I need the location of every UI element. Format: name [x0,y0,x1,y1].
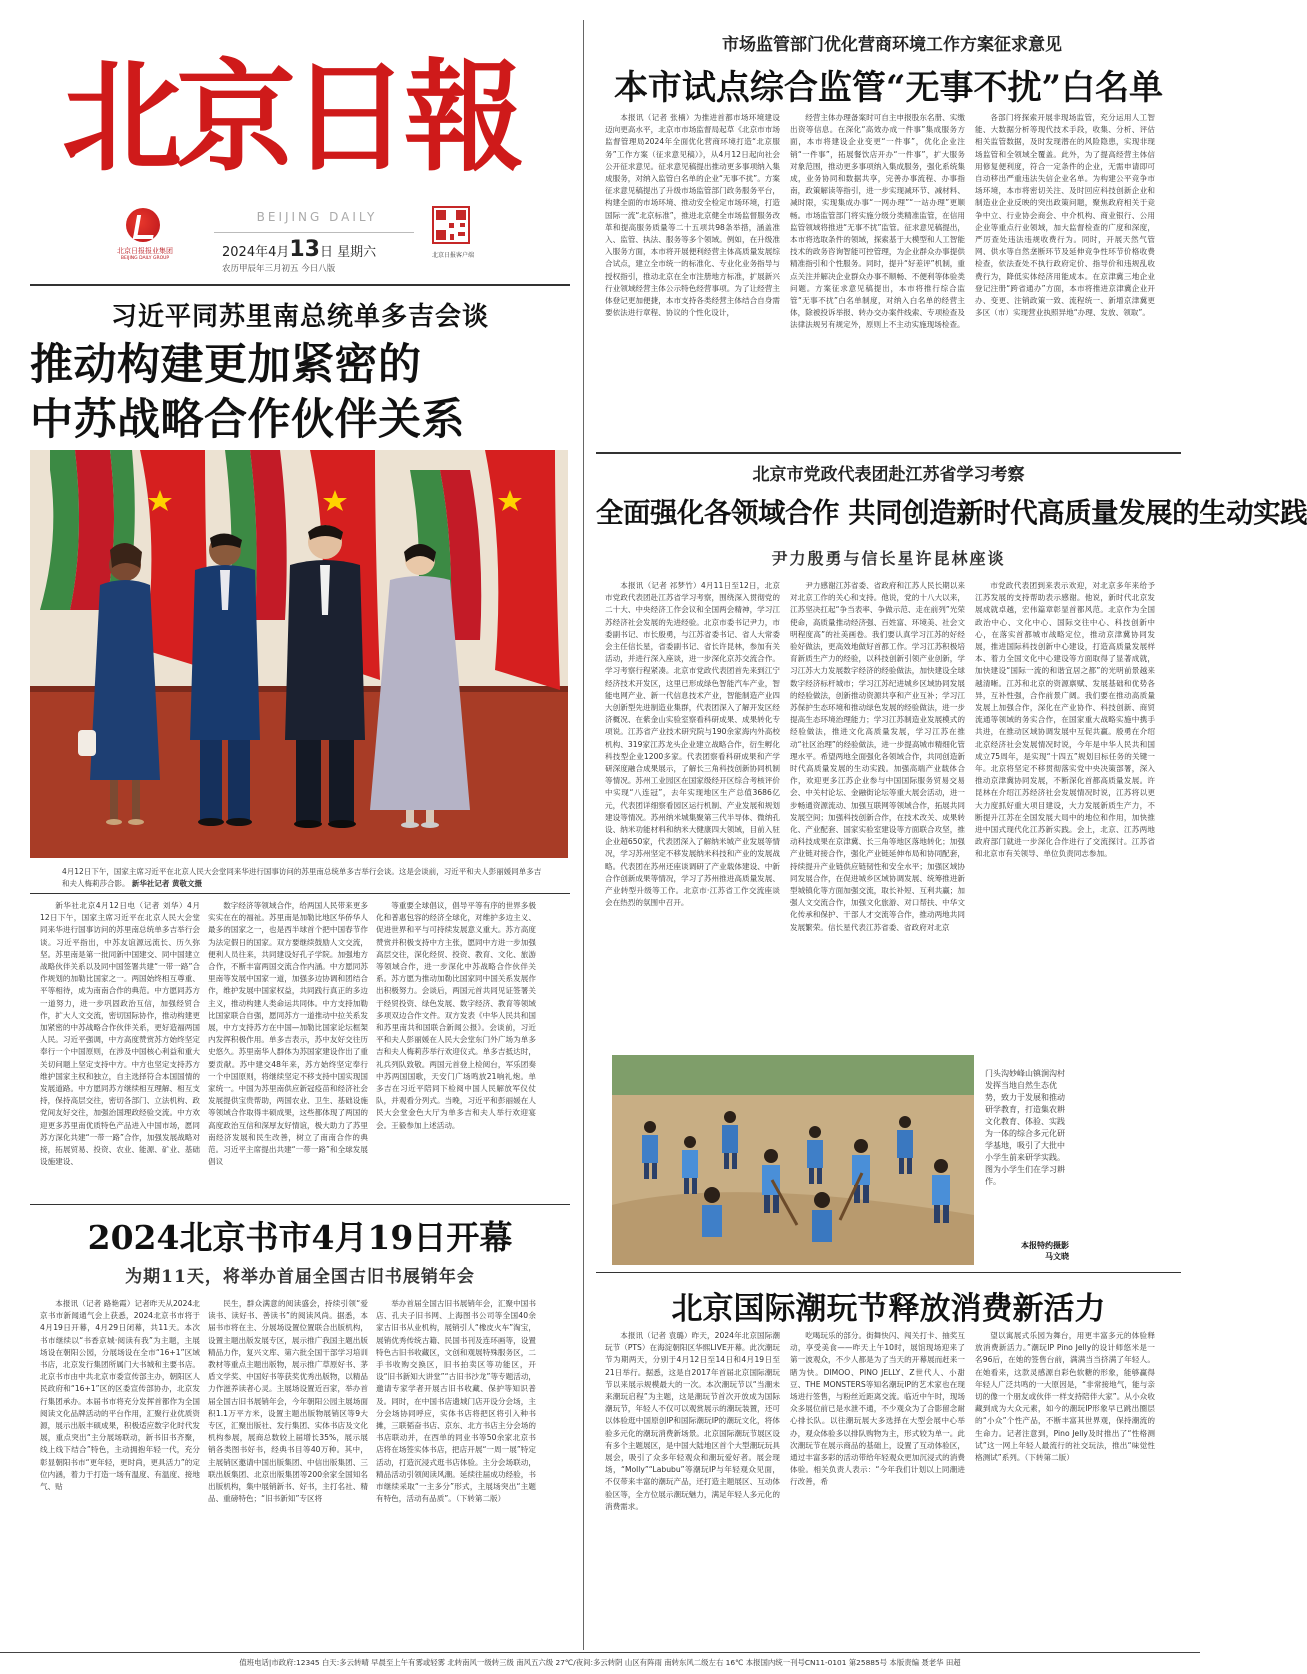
story4-body-col2 [790,580,965,1045]
qr-label: 北京日报客户端 [431,252,474,259]
story2-body-col2 [790,112,965,447]
story4-headline: 全面强化各领域合作 共同创造新时代高质量发展的生动实践 [596,497,1307,529]
story6-col3-text: 望以寓展式乐园为舞台，用更丰富多元的体验释放消费新活力。”潮玩IP Pino Jelly的设计师悠米是一名96后，在她的签售台前，满满当当挤满了年轻人。在她看来，这款灵感源自彩色软糖的形象，能够赢得年轻人广泛共鸣的一大原因是，“非常接地气，能与亲切的像一个朋友或伙伴一样支持陪伴大家”。从小众收藏到成为大众元素，如今的潮玩IP形象早已跳出圈层的“小众”个性产品，不断丰富其世界观，保持潮流的生命力。记者注意到，Pino Jelly及时推出了“性格测试”这一网上年轻人最流行的社交玩法，推出“味觉性格测试”系列。（下转第二版） [975,1331,1155,1463]
story1-headline-line2: 中苏战略合作伙伴关系 [30,395,465,445]
footer-bar: 值班电话|市政府:12345 白天:多云转晴 早晨至上午有雾或轻雾 北转南风一级转三级 南风五六级 27℃/夜间:多云转阴 山区有阵雨 南转东风二级左右 16℃ 本报国内统一刊号CN11-0101 第25885号 本版责编 聂老华 田超 [0,1652,1200,1674]
divider [30,1204,570,1205]
caption-text: 4月12日下午，国家主席习近平在北京人民大会堂同来华进行国事访问的苏里南总统单多吉举行会谈。这是会谈前，习近平和夫人彭丽媛同单多吉和夫人梅莉莎合影。 [62,867,542,888]
story4-subtitle: 尹力殷勇与信长星许昆林座谈 [771,549,1006,568]
story4-col3-text: 市党政代表团到来表示欢迎，对北京多年来给予江苏发展的支持帮助表示感谢。他说，新时代北京发展成就卓越，宏伟篇章彰显首都风范。北京作为全国政治中心、文化中心、国际交往中心、科技创新中心，在落实首都城市战略定位，推动京津冀协同发展，推进国际科技创新中心建设，打造高质量发展样本、着力全国文化中心建设等方面取得了显著成就，加快建设“国际一流的和谐宜居之都”的光明前景越来越清晰。江苏和北京的资源禀赋、发展基础和优势各异，互补性强，合作前景广阔。我们要在推动高质量发展上加强合作，深化在产业协作、科技创新、商贸流通等领域的务实合作，在国家重大战略实施中携手共进，在推动区域协调发展中互促共赢。殷勇在介绍北京经济社会发展情况时说，今年是中华人民共和国成立75周年，是实现“十四五”规划目标任务的关键一年。北京将坚定不移贯彻落实党中央决策部署，深入推动京津冀协同发展，不断深化首都高质量发展。许昆林在介绍江苏经济社会发展情况时说，江苏将以更大力度抓好重大项目建设，大力发展新质生产力，不断提升江苏在全国发展大局中的地位和作用，加快推进中国式现代化江苏新实践。会上，北京、江苏两地政府部门就进一步深化合作进行了交流探讨。江苏省和北京市有关领导、单位负责同志参加。 [975,581,1155,859]
qr-code-icon[interactable] [432,206,470,244]
story1-photo [30,450,568,858]
story1-headline [30,338,570,448]
story5-credit-line1: 本报特约摄影 [1021,1241,1069,1250]
story3-col2-text: 民生，群众满意的阅读盛会，持续引领“爱读书、读好书、善读书”的阅读风尚。据悉，本届书市将在主、分展场设置位置联合出版机构，设置主题出版发展专区，展示推广我国主题出版精品力作，复兴文库、第六批全国干部学习培训教材等重点主题出版物，展示推广草原好书、茅盾文学奖、中国好书等获奖优秀出版物，以精品力作滋养读者心灵。主展场设置近百家，举办首届全国古旧书展销年会，今年朝阳公园主展场面积1.1万平方米，设置主题出版物展销区等9大专区，汇聚出版社、发行集团、实体书店及文化机构参展，展商总数较上届增长35%，展示展销各类图书好书，经典书目等40万种。其中，主展销区邀请中国出版集团、中信出版集团、三联出版集团、北京出版集团等200余家全国知名出版机构，集中展销新书、好书，主打名社、精品、重磅特色；“旧书新知”专区将 [208,1299,368,1504]
group-logo-icon [126,208,160,242]
story1-headline-line1: 推动构建更加紧密的 [30,340,422,390]
story4-body-col3 [975,580,1155,1045]
story4-body-col1 [605,580,780,1045]
story1-body-col3 [376,900,536,1200]
story3-body-col3 [376,1298,536,1648]
group-logo-en: BEIJING DAILY GROUP [120,256,170,261]
group-logo-cn: 北京日报报业集团 [117,247,173,255]
story2-body-col1 [605,112,780,447]
divider [596,452,1181,454]
story6-col1-text: 本报讯（记者 袁璐）昨天，2024年北京国际潮玩节（PTS）在海淀朝阳区华熙LIVE开幕。此次潮玩节为期两天，分别于4月12日至14日和4月19日至21日举行。据悉，这是自2017年首届北京国际潮玩节以来展示规模最大的一次。本次潮玩节以“当潮未来潮玩启程”为主题，这是潮玩节首次开放成为国际潮玩节，年轻人不仅可以观赏展示的潮玩装置，还可以体验逛中国原创IP和国际潮玩IP的潮玩文化，将体验多元化的潮玩消费新场景。北京国际潮玩节展区设有多个主题展区，是中国大陆地区首个大型潮玩玩具展会，吸引了众多年轻观众和潮玩爱好者。展会现场，“Molly”“Labubu”等潮玩IP与年轻观众见面，不仅带来丰富的潮玩产品，还打造主题展区、互动体验区等，全方位展示潮玩魅力，满足年轻人多元化的消费需求。 [605,1331,780,1511]
farming-photo-illustration [612,1055,974,1265]
masthead-english: BEIJING DAILY [256,210,378,224]
story6-body-col3 [975,1330,1155,1648]
issue-date-box [214,232,414,274]
story6-headline: 北京国际潮玩节释放消费新活力 [671,1291,1106,1327]
story5-credit-line2: 马文晓 [1045,1252,1069,1261]
story2-body-col3 [975,112,1155,447]
story4-kicker: 北京市党政代表团赴江苏省学习考察 [752,465,1025,485]
story2-col1-text: 本报讯（记者 张楠）为推进首都市场环境建设迈向更高水平，北京市市场监督局起草《北京市市场监督管理局2024年全面优化营商环境打造“北京服务”工作方案（征求意见稿）》，从4月12日起向社会公开征求意见。征求意见稿提出推动更多事项纳入集成服务，对纳入监管白名单的企业“无事不扰”。方案征求意见稿提出了升级市场监管部门政务服务平台，构建全面的市场环境、推动安全检定市场环境，打造国际一流“北京标准”，推进北京健全市场监督服务改革和提高服务质量等二十五项共98条举措，涵盖准入、监管、执法、服务等多个领域。例如，在升级准入服务方面，本市将开展便利经营主体高质量发展综合试点，建立全市统一的标准化、专业化业务指导与授权指引，推动北京在全市注册地方标准，扩展新兴行业领域经营主体公示特色经营事项。为了让经营主体登记更加便捷，本市支持各类经营主体结合自身需要依法进行章程、协议的个性化设计， [605,113,780,318]
story6-col2-text: 吃喝玩乐的部分。街舞快闪、闯关打卡、抽奖互动，享受美食——昨天上午10时，展馆现场迎来了第一波观众，不少人都是为了当天的开幕展而赶来一睹为快。DIMOO、PINO JELLY、Z世代人、小甜豆、THE MONSTERS等知名潮玩IP的艺术家也在现场进行签售，与粉丝近距离交流。临近中午时，现场众多展位前已是水泄不通，不少观众为了合影留念耐心排长队。以往潮玩展大多选择在大型会展中心举办，观众体验多以排队购物为主，形式较为单一。此次潮玩节在展示商品的基础上，设置了互动体验区，通过丰富多彩的活动带给年轻观众更加沉浸式的消费体验。相关负责人表示：“今年我们计划以上同潮进行改善，希 [790,1331,965,1487]
story3-body-col1 [40,1298,200,1648]
story1-kicker: 习近平同苏里南总统单多吉会谈 [110,302,489,332]
story5-credit [985,1240,1069,1262]
column-divider [583,20,584,1650]
story5-photo [612,1055,974,1265]
story6-body-col2 [790,1330,965,1648]
masthead-title: 北京日報 [62,47,518,188]
issue-date [222,237,376,262]
story1-col2-text: 数字经济等领域合作，给两国人民带来更多实实在在的福祉。苏里南是加勒比地区华侨华人最多的国家之一，也是西半球首个把中国春节作为法定假日的国家。双方要继续鼓励人文交流，便利人员往来，共同建设好孔子学院。加强地方合作，不断丰富两国交流合作内涵。中方愿同苏里南等发展中国家一道，加强多边协调和团结合作，维护发展中国家权益，共同践行真正的多边主义，推动构建人类命运共同体。中方支持加勒比国家联合自强，愿同苏方一道推动中拉关系发展，中方支持苏方在中国—加勒比国家论坛框架内发挥积极作用。单多吉表示，苏中友好交往历史悠久。苏里南华人群体为苏国家建设作出了重要贡献。苏中建交48年来，苏方始终坚定奉行一个中国原则，将继续坚定不移支持中国实现国家统一。中国为苏里南供应新冠疫苗和经济社会发展提供宝贵帮助，两国农业、卫生、基础设施等领域合作取得丰硕成果，这些都体现了两国的高度政治互信和深厚友好情谊，极大助力了苏里南经济发展和民生改善，树立了南南合作的典范。习近平主席提出共建“一带一路”和全球发展倡议 [208,901,368,1167]
story2-headline: 本市试点综合监管“无事不扰”白名单 [613,68,1164,108]
issue-date-day: 13 [289,237,320,262]
issue-date-prefix: 2024年4月 [222,245,290,260]
story3-col3-text: 举办首届全国古旧书展销年会，汇聚中国书店、孔夫子旧书网、上海图书公司等全国40余家古旧书从业机构，展销引人“橡皮火车”淘宝，展销优秀传统古籍、民国书刊及连环画等，设置特色古旧书收藏区，文创和观展特殊服务区，二手书收购交换区，旧书拍卖区等功能区，开设“旧书新知大讲堂”“古旧书沙龙”等专题活动，邀请专家学者开展古旧书收藏、保护等知识普及。同时，在中国书店遗城门店开设分会场，主分会场协同呼应，实体书店将把区将引入种书摊，三联韬奋书店、京东、北方书店主分会场的书店联动并，在西单的同业书等50余家北京书店将在场签实体书店，把店开展“一周一展”特定活动，打造沉浸式逛书店体验。主分会场联动，精品活动引领阅读风潮。延续往届成功经验，书市继续采取“一主多分”形式，主展场突出“主题有特色，活动有品质”。（下转第二版） [376,1299,537,1504]
meeting-photo-illustration [30,450,568,858]
story2-kicker: 市场监管部门优化营商环境工作方案征求意见 [722,35,1062,55]
story6-body-col1 [605,1330,780,1648]
story3-col1-text: 本报讯（记者 路艳霞）记者昨天从2024北京书市新闻通气会上获悉，2024北京书市将于4月19日开幕，4月29日闭幕，共11天。本次书市继续以“书香京城·阅读有我”为主题，主展场设在朝阳公园，分展场设在全市“16+1”区域书店，北京发行集团所属门大书城和主要书店。北京书市由中共北京市委宣传部主办，朝阳区人民政府和“16+1”区的区委宣传部协办，北京发行集团承办。本届书市将充分发挥首都作为全国阅读文化品牌活动的平台作用，汇聚行业优质资源，展示出版丰硕成果，积极适应数字化时代发展，重点突出“主分展场联动，新书旧书齐聚，线上线下结合”特色，主动拥抱年轻一代，充分彰显朝阳书市“更年轻，更时尚，更具活力”的定位内涵，着力于打造一场有温度、有温度、接地气、贴 [40,1299,200,1492]
story2-col3-text: 各部门将探索开展非现场监管，充分运用人工智能、大数据分析等现代技术手段，收集、分析、评估相关监管数据，及时发现潜在的风险隐患，实现非现场监管和全领域全覆盖。此外，为了提高经营主体信用修复便利度，符合一定条件的企业，无需申请即可自动移出严重违法失信企业名单。为构建公平竞争市场环境，本市将密切关注、及时回应科技创新企业和制造业企业反映的突出政策问题，聚焦政府相关于竞争中立、行业协会商会、中介机构、商业银行、公用企业等重点行业领域，加大监督检查的广度和深度，严厉查处违法违规收费行为。同时，开展天然气管网、供水等自然垄断环节及延伸竞争性环节价格收费检查，依法查处不执行政府定价、指导价和违规乱收费行为，降低实体经济用能成本。在京津冀三地企业登记注册“跨省通办”方面，本市将推进京津冀企业开办、变更、注销政策一致、流程统一、新增京津冀更多区（市）实现营业执照异地“办理、发放、领取”。 [975,113,1155,318]
story4-col1-text: 本报讯（记者 祁梦竹）4月11日至12日，北京市党政代表团赴江苏省学习考察，围绕深入贯彻党的二十大、中央经济工作会议和全国两会精神，学习江苏经济社会发展的先进经验。北京市委书记尹力，市委副书记、市长殷勇，与江苏省委书记、省人大常委会主任信长星，省委副书记、省长许昆林，参加有关活动，并进行深入座谈，进一步深化京苏交流合作。学习考察行程紧凑。北京市党政代表团首先来到江宁经济技术开发区，这里已形成绿色智能汽车产业，智能电网产业、新一代信息技术产业，智能制造产业四大创新型先进制造业集群，代表团深入了解开发区经济概况、在紫金山实验室察看科研成果、成果转化专项说。江苏省产业技术研究院与190余家海内外高校机构、319家江苏龙头企业建立战略合作，衍生孵化科技型企业1200多家。代表团察看科研成果和产学研深度融合成果展示，了解长三角科技创新协同机制等情况。苏州工业园区在国家级经开区综合考核评价中实现“八连冠”，去年实现地区生产总值3686亿元，代表团详细察看园区运行机制、产业发展和规划建设等情况。苏州纳米城集聚第三代半导体、微纳孔设、纳米功能材料和纳米大健康四大领域，目前入驻企业超650家，代表团深入了解纳米城产业发展等情况，学习苏州坚定不移发展纳米科技和产业的发展战略。代表团在苏州还座谈调研了产业载体建设、中新合作创新成果等情况，学习了苏州推进高质量发展、产业转型升级等工作。北京市·江苏省工作交流座谈会在热烈的氛围中召开。 [605,581,780,908]
story1-col3-text: 等重要全球倡议，倡导平等有序的世界多极化和普惠包容的经济全球化，对维护多边主义、促进世界和平与可持续发展意义重大。苏方高度赞赏并积极支持中方主张，愿同中方进一步加强高层交往，深化经贸、投资、教育、文化、旅游等领域合作，进一步深化中苏战略合作伙伴关系。苏方愿为推动加勒比国家同中国关系发展作出积极努力。会谈后，两国元首共同见证签署关于经贸投资、绿色发展、数字经济、教育等领域多项双边合作文件。双方发表《中华人民共和国和苏里南共和国联合新闻公报》。会谈前，习近平和夫人彭丽媛在人民大会堂东门外广场为单多吉和夫人梅莉莎举行欢迎仪式。单多吉抵达时，礼兵列队致敬。两国元首登上检阅台，军乐团奏中苏两国国歌，天安门广场鸣放21响礼炮。单多吉在习近平陪同下检阅中国人民解放军仪仗队，并观看分列式。当晚，习近平和彭丽媛在人民大会堂金色大厅为单多吉和夫人举行欢迎宴会。王毅参加上述活动。 [376,901,536,1130]
caption-credit: 新华社记者 黄敬文摄 [131,879,203,888]
story4-col2-text: 尹力感谢江苏省委、省政府和江苏人民长期以来对北京工作的关心和支持。他说，党的十八大以来，江苏坚决扛起“争当表率、争做示范、走在前列”光荣使命，高质量推动经济强、百姓富、环境美、社会文明程度高”的社美画卷。我们要认真学习江苏的好经验好做法，更高效地做好首都工作。学习江苏积极培育新质生产力的经验，以科技创新引领产业创新，学习江苏大力发展数字经济的经验做法，加快建设全球数字经济标杆城市；学习江苏纪进城乡区域协同发展的经验做法，创新推动资源共享和产业互补；学习江苏保护生态环境和推动绿色发展的经验做法，进一步提高生态环境治理能力；学习江苏制造业发展模式的经验做法，推进文化高质量发展，学习江苏在推动“社区治理”的经验做法，进一步提高城市精细化管理水平。希望两地全面强化各领域合作，共同创造新时代高质量发展的生动实践。加强高端产业载体合作，欢迎更多江苏企业参与中国国际服务贸易交易会、中关村论坛、金融街论坛等重大展会活动，进一步畅通资源流动、加强互联网等领域合作，拓展共同发展空间；加强科技创新合作，在技术改关、成果转化、产业配套、国家实验室建设等方面联合攻坚，推动科技成果在京津冀、长三角等地区落地转化；加强产业链对接合作，强化产业链延伸布局和协同配套，持续提升产业链供应链韧性和安全水平；加强区域协同发展合作，在促进城乡区域协调发展、统筹推进新型城镇化等方面加强交流，取长补短、互利共赢；加强人文交流合作，加强文化旅游、对口帮扶、中华文化传承和保护、干部人才交流等合作，推动两地共同发展繁荣。信长星代表江苏省委、省政府对北京 [790,581,965,932]
story3-subtitle: 为期11天，将举办首届全国古旧书展销年会 [125,1267,475,1287]
story3-body-col2 [208,1298,368,1648]
lunar-date: 农历甲辰年三月初五 今日八版 [222,264,336,274]
story1-col1-text: 新华社北京4月12日电（记者 刘华）4月12日下午，国家主席习近平在北京人民大会堂同来华进行国事访问的苏里南总统单多吉举行会谈。习近平指出，中苏友谊源远流长、历久弥坚。苏里南是第一批同新中国建交、同中国建立战略伙伴关系以及同中国签署共建“一带一路”合作规划的加勒比国家之一。两国始终相互尊重、平等相待，成为南南合作的典范。中方愿同苏方一道努力，进一步巩固政治互信，加强经贸合作，扩大人文交流，密切国际协作，推动构建更加紧密的中苏战略合作伙伴关系，更好造福两国人民。习近平强调，中方高度赞赏苏方始终坚定奉行一个中国原则，在涉及中国核心利益和重大关切问题上坚定支持中方。中方也坚定支持苏方维护国家主权和独立，自主选择符合本国国情的发展道路。中方愿同苏方继续相互理解、相互支持，保持高层交往，密切各部门、立法机构、政党间友好交往，加强治国理政经验交流。中方欢迎更多苏里南优质特色产品进入中国市场，愿同苏方深化共建“一带一路”合作，加强发展战略对接，拓展贸易、投资、农业、能源、矿业、基础设施建设、 [40,901,200,1167]
divider [30,284,570,286]
issue-date-suffix: 日 星期六 [319,245,377,260]
divider [596,1272,1181,1273]
story1-body-col1 [40,900,200,1200]
divider [30,893,570,894]
story1-body-col2 [208,900,368,1200]
story3-headline: 2024北京书市4月19日开幕 [87,1218,513,1257]
story2-col2-text: 经营主体办理备案时可自主申报股东名册、实缴出资等信息。在深化“高效办成一件事”集成服务方面，本市将建设企业变更“一件事”，优化企业注销“一件事”，拓展餐饮店开办“一件事”，扩大服务对象范围，推动更多事项纳入集成服务，强化系统集成，业务协同和数据共享，完善办事流程、办事指南，政策解读等指引，进一步实现减环节、减材料、减时限，实现集成办事“一网办理”“一站办理”更顺畅。市场监管部门将实施分级分类精准监管，在信用监管领域将推进“无事不扰”监管。征求意见稿提出，本市将选取条件的领域，探索基于大模型和人工智能技术的政务咨询智能可控管理，为企业群众办事提供精准指引和个性服务。同时，提升“好差评”机制，重点关注并解决企业群众办事不顺畅、不便利等体验类问题。方案征求意见稿提出，本市将推行综合监管“无事不扰”白名单制度，对纳入白名单的经营主体，除被投诉举报、转办交办案件线索、专项检查及法律法规另有规定外，原则上不主动实施现场检查。 [790,113,965,330]
group-logo [100,208,190,272]
story5-side-caption: 门头沟妙峰山镇涧沟村发挥当地自然生态优势，致力于发展和推动研学教育，打造集农耕文化教育、体验、实践为一体的综合多元化研学基地，吸引了大批中小学生前来研学实践。图为小学生们在学习耕作。 [985,1069,1065,1186]
story1-photo-caption [62,866,542,890]
